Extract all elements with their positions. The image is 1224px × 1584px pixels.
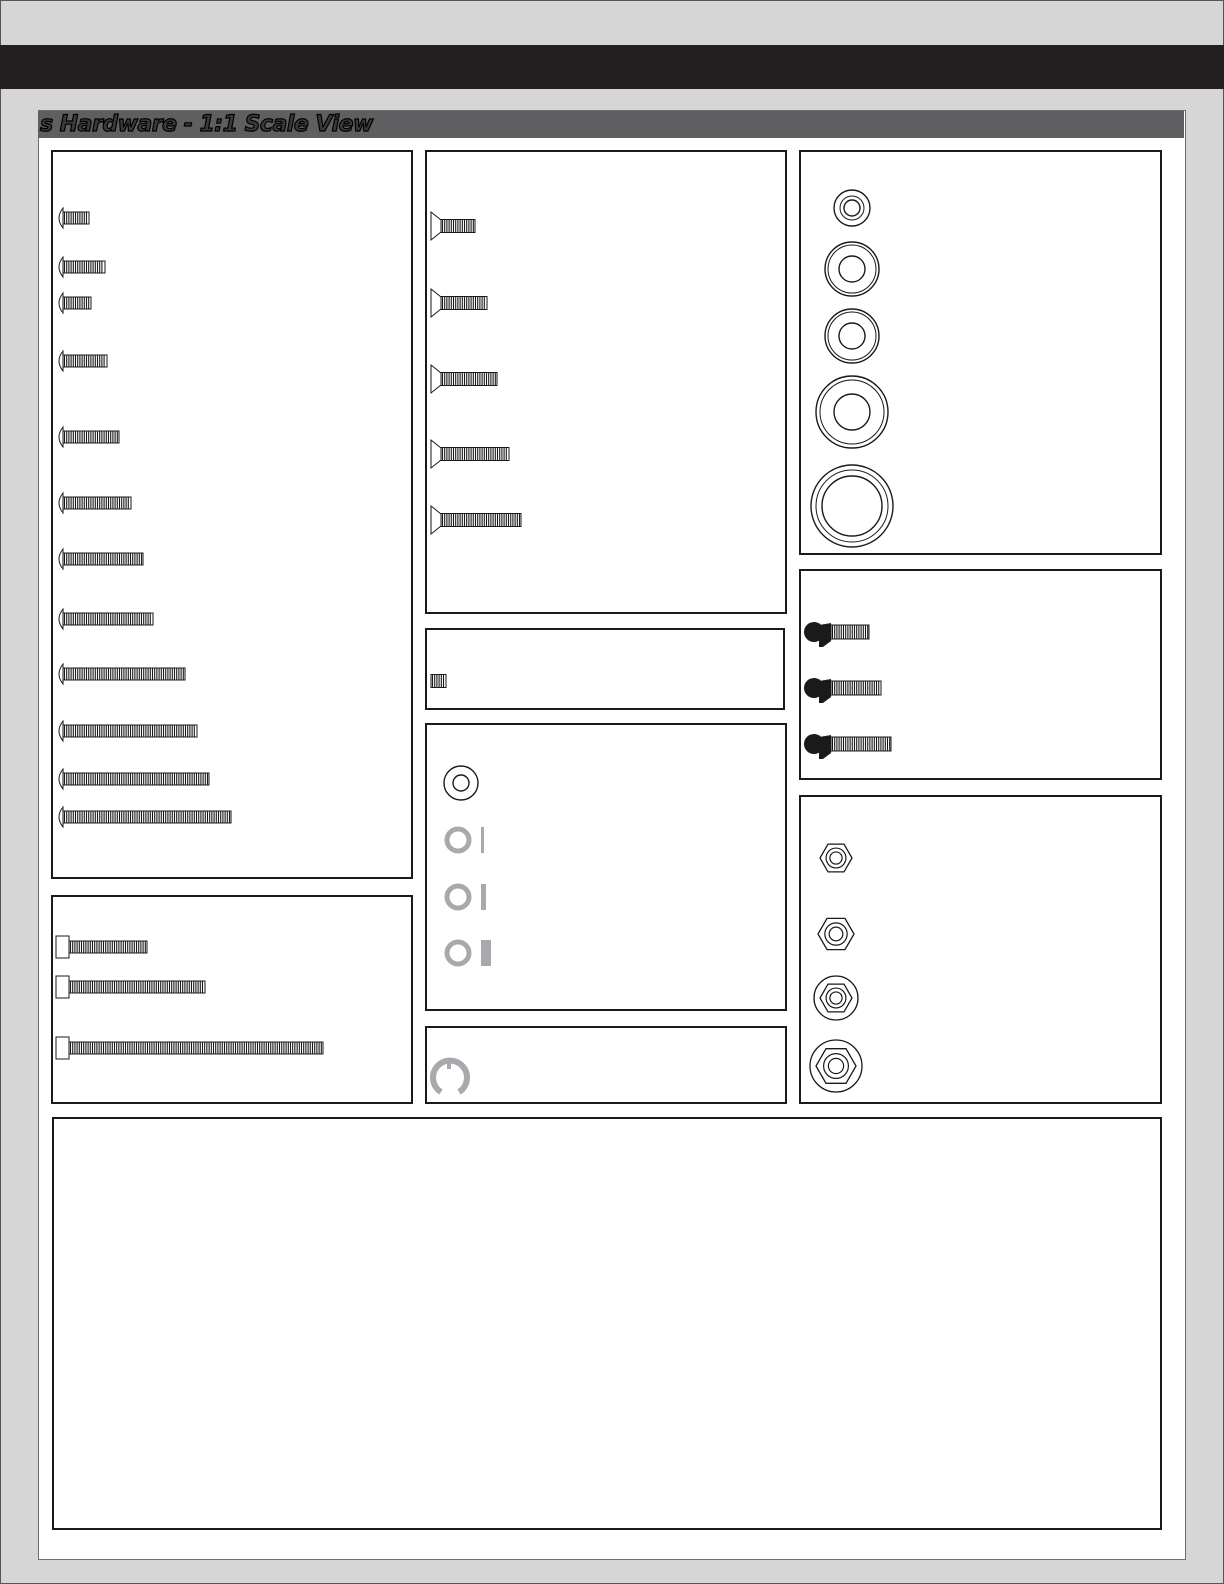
- ball-studs-drawing: [801, 571, 1160, 778]
- button-head-screw-icon: [59, 493, 131, 513]
- button-head-screw-icon: [59, 293, 91, 313]
- cap-head-screw-icon: [56, 976, 205, 998]
- lock-nut-icon: [818, 918, 854, 949]
- flat-head-screw-icon: [431, 212, 475, 240]
- cap-head-screw-icon: [56, 936, 147, 958]
- e-clip-drawing: [427, 1028, 785, 1102]
- lock-nut-icon: [810, 1040, 862, 1092]
- set-screw-panel: [425, 628, 785, 710]
- flat-head-screw-icon: [431, 440, 509, 468]
- shim-icon: [447, 827, 484, 853]
- ball-stud-icon: [804, 622, 869, 647]
- ball-studs-panel: [799, 569, 1162, 780]
- washers-shims-drawing: [427, 725, 785, 1009]
- bearing-icon: [825, 242, 879, 296]
- button-head-screw-icon: [59, 427, 119, 447]
- bearing-icon: [834, 190, 870, 226]
- button-head-screw-icon: [59, 807, 231, 827]
- notes-panel: [52, 1117, 1162, 1530]
- ball-stud-icon: [804, 678, 881, 703]
- set-screw-icon: [431, 675, 446, 688]
- e-clip-panel: [425, 1026, 787, 1104]
- button-head-screw-icon: [59, 609, 153, 629]
- bearing-icon: [811, 465, 893, 547]
- top-band: [0, 45, 1224, 89]
- shim-icon: [447, 884, 486, 910]
- flat-head-screw-icon: [431, 506, 521, 534]
- bearing-icon: [816, 376, 888, 448]
- washer-icon: [444, 766, 478, 800]
- button-head-screws-panel: [51, 150, 413, 879]
- lock-nut-icon: [820, 844, 852, 872]
- flat-head-screw-icon: [431, 289, 487, 317]
- washers-shims-panel: [425, 723, 787, 1011]
- lock-nut-icon: [814, 976, 858, 1020]
- cap-head-screws-panel: [51, 895, 413, 1104]
- cap-head-screws-drawing: [53, 897, 411, 1102]
- button-head-screws-drawing: [53, 152, 411, 877]
- set-screw-drawing: [427, 630, 783, 708]
- flat-head-screws-drawing: [427, 152, 785, 612]
- button-head-screw-icon: [59, 257, 105, 277]
- button-head-screw-icon: [59, 664, 185, 684]
- cap-head-screw-icon: [56, 1037, 323, 1059]
- button-head-screw-icon: [59, 549, 143, 569]
- bearings-panel: [799, 150, 1162, 555]
- lock-nuts-panel: [799, 795, 1162, 1104]
- shim-icon: [447, 940, 491, 966]
- bearings-drawing: [801, 152, 1160, 553]
- section-title: s Hardware - 1:1 Scale View: [40, 112, 373, 137]
- button-head-screw-icon: [59, 208, 89, 228]
- ball-stud-icon: [804, 734, 891, 759]
- e-clip-icon: [433, 1061, 467, 1092]
- button-head-screw-icon: [59, 769, 209, 789]
- lock-nuts-drawing: [801, 797, 1160, 1102]
- button-head-screw-icon: [59, 351, 107, 371]
- bearing-icon: [825, 309, 879, 363]
- flat-head-screw-icon: [431, 365, 497, 393]
- button-head-screw-icon: [59, 721, 197, 741]
- flat-head-screws-panel: [425, 150, 787, 614]
